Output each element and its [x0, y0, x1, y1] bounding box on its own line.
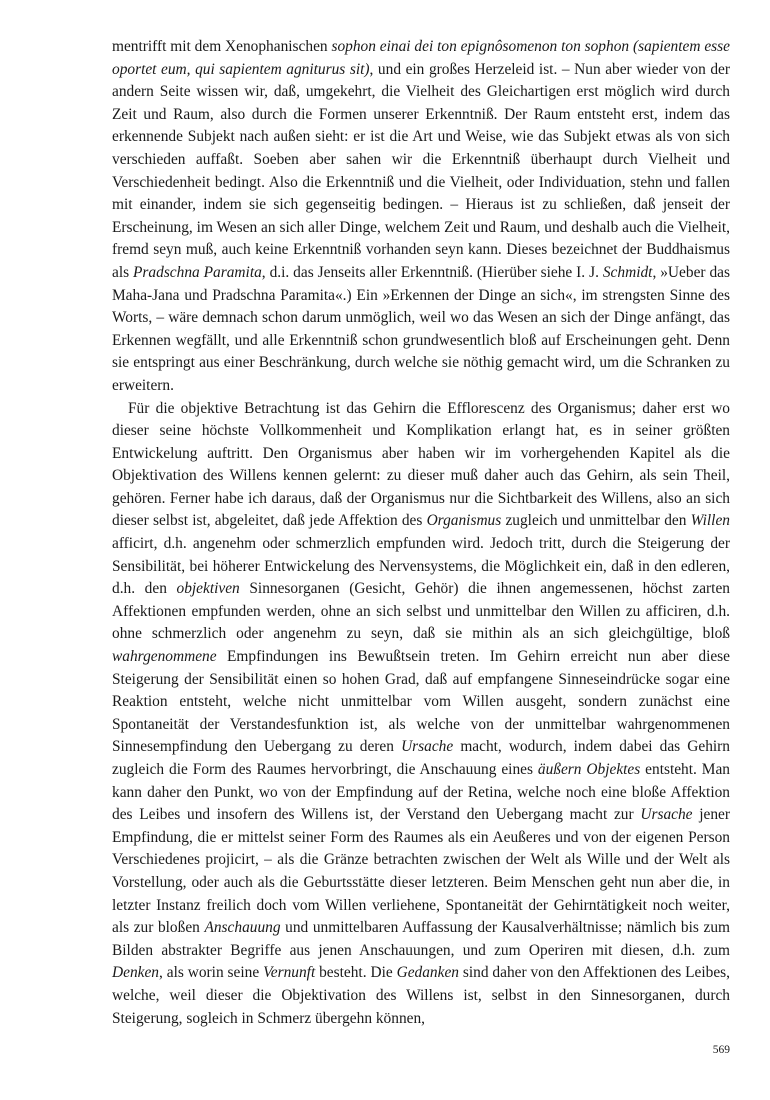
- text-run: , als worin seine: [159, 964, 264, 982]
- page-body: [112, 36, 730, 1030]
- italic-text: Vernunft: [263, 964, 316, 982]
- text-run: besteht. Die: [315, 964, 397, 982]
- text-run: , »Ueber das Maha-Jana und Pradschna Paramita«.) Ein »Erkennen der Dinge an sich«, im strengsten Sinne des Worts, – wäre demnach schon darum unmöglich, weil wo das Wesen an sich der Dinge anfängt, das Erkennen wegfällt, und alle Erkenntniß schon grundwesentlich bloß auf Erscheinungen geht. Denn sie entspringt aus einer Beschränkung, durch welche sie nöthig gemacht wird, um die Schranken zu erweitern.: [112, 263, 730, 394]
- page-number: 569: [712, 1044, 730, 1056]
- text-run: Sinnesorganen (Gesicht, Gehör) die ihnen angemessenen, höchst zarten Affektionen empfunden werden, ohne an sich selbst und unmittelbar den Willen zu afficiren, d.h. ohne schmerzlich oder angenehm zu seyn, daß sie mithin als an sich gleichgültige, bloß: [112, 580, 730, 643]
- text-run: , d.i. das Jenseits aller Erkenntniß. (Hierüber siehe I. J.: [261, 263, 603, 281]
- italic-text: Pradschna Paramita: [133, 263, 262, 281]
- text-run: zugleich und unmittelbar den: [501, 512, 691, 530]
- italic-text: wahrgenommene: [112, 648, 217, 666]
- text-run: entsteht. Man kann daher den Punkt, wo von der Empfindung auf der Retina, welche noch eine bloße Affektion des Leibes und insofern des Willens ist, der Verstand den Uebergang macht zur: [112, 761, 731, 824]
- text-run: und unmittelbaren Auffassung der Kausalverhältnisse; nämlich bis zum Bilden abstrakter Begriffe aus jenen Anschauungen, und zum Operiren mit diesen, d.h. zum: [112, 919, 730, 959]
- text-run: mentrifft mit dem Xenophanischen: [112, 38, 332, 55]
- text-run: , und ein großes Herzeleid ist. – Nun aber wieder von der andern Seite wissen wir, daß, umgekehrt, die Vielheit des Gleichartigen erst möglich wird durch Zeit und Raum, also durch die Formen unserer Erkenntniß. Der Raum entsteht erst, indem das erkennende Subjekt nach außen sieht: er ist die Art und Weise, wie das Subjekt etwas als von sich verschieden auffaßt. Soeben aber sahen wir die Erkenntniß überhaupt durch Vielheit und Verschiedenheit bedingt. Also die Erkenntniß und die Vielheit, oder Individuation, stehn und fallen mit einander, indem sie sich gegenseitig bedingen. – Hieraus ist zu schließen, daß jenseit der Erscheinung, im Wesen an sich aller Dinge, welchem Zeit und Raum, und deshalb auch die Vielheit, fremd seyn muß, auch keine Erkenntniß vorhanden seyn kann. Dieses bezeichnet der Buddhaismus als: [112, 60, 730, 281]
- italic-text: Willen: [690, 512, 730, 530]
- italic-text: Denken: [112, 964, 159, 982]
- italic-text: sophon einai dei ton epignôsomenon ton sophon (sapientem esse oportet eum, qui sapientem agniturus sit): [112, 38, 730, 78]
- italic-text: Organismus: [426, 512, 502, 530]
- italic-text: Schmidt: [602, 263, 653, 281]
- paragraph-1: [112, 36, 730, 398]
- italic-text: Ursache: [401, 738, 454, 756]
- paragraph-2: [112, 398, 730, 1031]
- italic-text: objektiven: [176, 580, 240, 598]
- text-run: sind daher von den Affektionen des Leibes, welche, weil dieser die Objektivation des Willens ist, selbst in den Sinnesorganen, durch Steigerung, sogleich in Schmerz übergehn können,: [112, 964, 730, 1027]
- text-run: Empfindungen ins Bewußtsein treten. Im Gehirn erreicht nun aber diese Steigerung der Sensibilität einen so hohen Grad, daß auf empfangene Sinneseindrücke sogar eine Reaktion entsteht, welche nicht unmittelbar vom Willen ausgeht, sondern zunächst eine Spontaneität der Verstandesfunktion ist, als welche von der unmittelbar wahrgenommenen Sinnesempfindung den Uebergang zu deren: [112, 648, 730, 756]
- text-run: afficirt, d.h. angenehm oder schmerzlich empfunden wird. Jedoch tritt, durch die Steigerung der Sensibilität, bei höherer Entwickelung des Nervensystems, die Möglichkeit ein, daß in den edleren, d.h. den: [112, 535, 730, 598]
- text-run: jener Empfindung, die er mittelst seiner Form des Raumes als ein Aeußeres und von der eigenen Person Verschiedenes projicirt, – als die Gränze betrachten zwischen der Welt als Wille und der Welt als Vorstellung, oder auch als die Geburtsstätte dieser letzteren. Beim Menschen geht nun aber die, in letzter Instanz freilich doch vom Willen verliehene, Spontaneität der Gehirntätigkeit noch weiter, als zur bloßen: [112, 806, 731, 937]
- text-run: Für die objektive Betrachtung ist das Gehirn die Efflorescenz des Organismus; daher erst wo dieser seine höchste Vollkommenheit und Komplikation erlangt hat, es in seiner größten Entwickelung auftritt. Den Organismus aber haben wir im vorhergehenden Kapitel als die Objektivation des Willens kennen gelernt: zu dieser muß daher auch das Gehirn, als sein Theil, gehören. Ferner habe ich daraus, daß der Organismus nur die Sichtbarkeit des Willens, also an sich dieser selbst ist, abgeleitet, daß jede Affektion des: [112, 399, 730, 530]
- text-run: macht, wodurch, indem dabei das Gehirn zugleich die Form des Raumes hervorbringt, die Anschauung eines: [112, 738, 730, 778]
- italic-text: Ursache: [640, 806, 693, 824]
- italic-text: Gedanken: [396, 964, 459, 982]
- italic-text: Anschauung: [204, 919, 281, 937]
- italic-text: äußern Objektes: [537, 761, 641, 778]
